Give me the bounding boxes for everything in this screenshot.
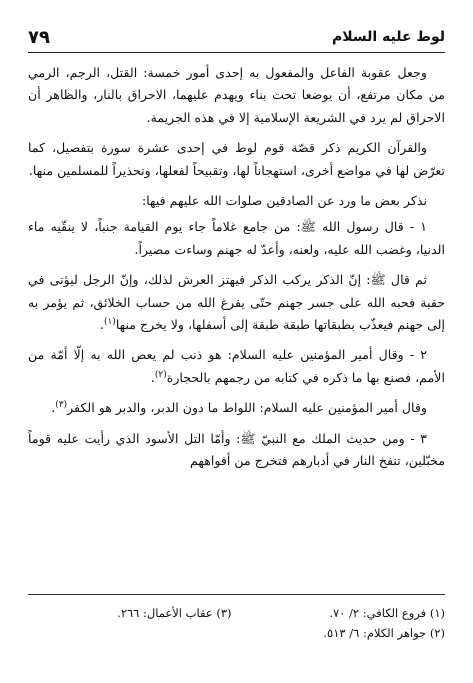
paragraph-text: ٢ - وقال أمير المؤمنين عليه السلام: هو ذنب لم يعص الله به إلّا أمّة من الأمم، فصنع بها ما ذكره في كتابه من رجمهم بالحجارة [28, 347, 445, 385]
paragraph-text: والقرآن الكريم ذكر قصّة قوم لوط في إحدى عشرة سورة بتفصيل، كما تعرّض لها في مواضع أخرى، استهجاناً لها، وتقبيحاً لفعلها، وتحذيراً للمسلمين منها. [28, 140, 445, 178]
paragraph-quran [28, 137, 445, 182]
paragraph-text: ١ - قال رسول الله ﷺ: من جامع غلاماً جاء يوم القيامة جنباً، لا ينقّيه ماء الدنيا، وغضب الله عليه، ولعنه، وأعدّ له جهنم وساءت مصيراً. [28, 219, 445, 257]
paragraph-punishment [28, 62, 445, 129]
footnotes [28, 594, 445, 643]
running-title: لوط عليه السلام [332, 29, 445, 45]
paragraph-text: نذكر بعض ما ورد عن الصادقين صلوات الله عليهم فيها: [141, 193, 427, 209]
narration-2: ٢ - وقال أمير المؤمنين عليه السلام: هو ذنب لم يعص الله به إلّا أمّة من الأمم، فصنع بها ما ذكره في كتابه من رجمهم بالحجارة$^{(٢)}$. [28, 347, 445, 385]
paragraph-intro-narrations [28, 190, 445, 212]
paragraph-text: ٣ - ومن حديث الملك مع النبيّ ﷺ: وأمّا التل الأسود الذي رأيت عليه قوماً مخبّلين، تنفخ النار في أدبارهم فتخرج من أفواههم [28, 430, 445, 469]
page-number: ٧٩ [28, 26, 50, 48]
narration-2b: وقال أمير المؤمنين عليه السلام: اللواط ما دون الدبر، والدبر هو الكفر$^{(٣)}$. [51, 400, 427, 416]
paragraph-text: وقال أمير المؤمنين عليه السلام: اللواط ما دون الدبر، والدبر هو الكفر [67, 400, 427, 416]
paragraph-text: وجعل عقوبة الفاعل والمفعول به إحدى أمور خمسة: القتل، الرجم، الرمي من مكان مرتفع، أن يوضعا تحت بناء ويهدم عليهما، الاحراق بالنار، والظاهر أن الاحراق لم يرد في الشريعة الإسلامية إلا في هذه الجريمة. [28, 65, 445, 125]
narration-1 [28, 216, 445, 261]
footnote-ref-2[interactable]: (٢) [154, 369, 167, 380]
narration-3 [28, 428, 445, 473]
footnote-3: (٣) عقاب الأعمال: ٢٦٦. [117, 606, 232, 620]
footnote-2: (٢) جواهر الكلام: ٦/ ٥١٣. [323, 626, 445, 640]
paragraph-text: ثم قال ﷺ: إنّ الذكر يركب الذكر فيهتز العرش لذلك، وإنّ الرجل ليؤتى في حقبة فحبه الله على جسر جهنم حتّى يفرغ الله من حساب الخلائق، ثم يؤمر به إلى جهنم فيعذّب بطبقاتها طبقة طبقة إلى أسفلها، ولا يخرج منها [28, 272, 445, 333]
footnote-1: (١) فروع الكافي: ٢/ ٧٠. [329, 606, 445, 620]
footnote-ref-1[interactable]: (١) [103, 316, 116, 327]
narration-1-continued: ثم قال ﷺ: إنّ الذكر يركب الذكر فيهتز العرش لذلك، وإنّ الرجل ليؤتى في حقبة فحبه الله على جسر جهنم حتّى يفرغ الله من حساب الخلائق، ثم يؤمر به إلى جهنم فيعذّب بطبقاتها طبقة طبقة إلى أسفلها، ولا يخرج منها$^{(١)}$. [28, 272, 445, 333]
body-text [28, 62, 445, 481]
footnote-ref-3[interactable]: (٣) [55, 400, 68, 411]
page-header [28, 22, 445, 53]
